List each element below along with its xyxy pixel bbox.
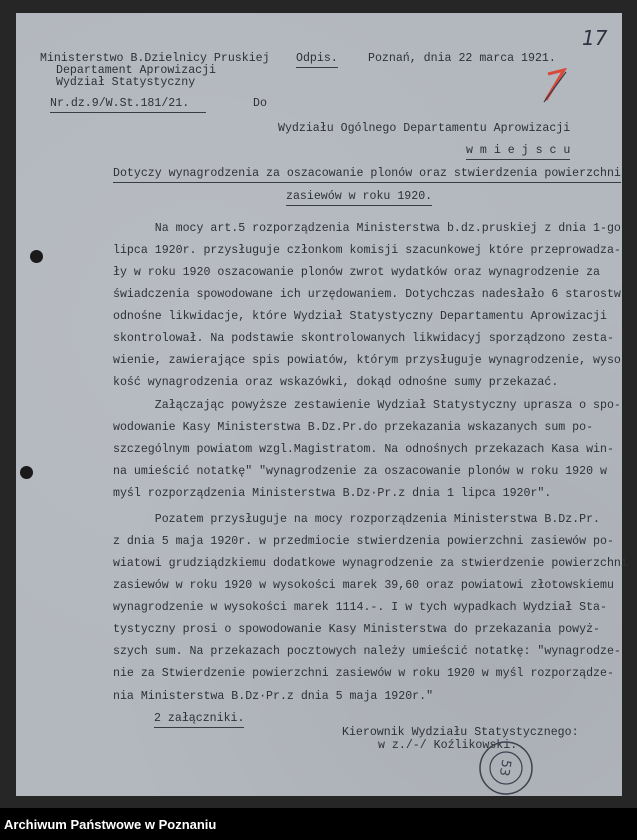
body-line: wienie, zawierające spis powiatów, którym przysługuje wynagrodzenie, wyso: [113, 354, 621, 367]
sender-department: Departament Aprowizacji: [56, 64, 217, 77]
body-line: na umieścić notatkę" "wynagrodzenie za oszacowanie plonów w roku 1920 w: [113, 465, 607, 478]
body-line: wynagrodzenie w wysokości marek 1114.-. I w tych wypadkach Wydział Sta-: [113, 601, 607, 614]
svg-text:53: 53: [495, 758, 514, 778]
body-line: świadczenia spowodowane ich urzędowaniem. Dotychczas nadesłało 6 starostw: [113, 288, 621, 301]
body-line: nie za Stwierdzenie powierzchni zasiewów w roku 1920 w myśl rozporządze-: [113, 667, 614, 680]
red-pencil-mark-icon: [540, 68, 570, 104]
recipient-location: w m i e j s c u: [466, 144, 570, 160]
body-line: myśl rozporządzenia Ministerstwa B.Dz·Pr.z dnia 1 lipca 1920r".: [113, 487, 552, 500]
body-line: ły w roku 1920 oszacowanie plonów zwrot wydatków oraz wynagrodzenie za: [113, 266, 601, 279]
body-line: lipca 1920r. przysługuje członkom komisji szacunkowej które przeprowadza-: [113, 244, 621, 257]
body-line: kość wynagrodzenia oraz wskazówki, dokąd odnośne sumy przekazać.: [113, 376, 559, 389]
body-line: wiatowi grudziądzkiemu dodatkowe wynagrodzenie za stwierdzenie powierzchni: [113, 557, 628, 570]
body-line: zasiewów w roku 1920 w wysokości marek 39,60 oraz powiatowi złotowskiemu: [113, 579, 614, 592]
archive-stamp-icon: [478, 740, 534, 796]
body-line: Załączając powyższe zestawienie Wydział Statystyczny uprasza o spo-: [113, 399, 621, 412]
subject-line-2: zasiewów w roku 1920.: [286, 190, 432, 206]
attachments-note: 2 załączniki.: [154, 712, 244, 728]
sender-division: Wydział Statystyczny: [56, 76, 196, 89]
signature-title: Kierownik Wydziału Statystycznego:: [342, 726, 579, 739]
place-date: Poznań, dnia 22 marca 1921.: [368, 52, 556, 65]
reference-number: Nr.dz.9/W.St.181/21.: [50, 97, 206, 113]
body-line: szych sum. Na przekazach pocztowych należy umieścić notatkę: "wynagrodze-: [113, 645, 621, 658]
subject-line-1: Dotyczy wynagrodzenia za oszacowanie plonów oraz stwierdzenia powierzchni: [113, 167, 621, 183]
recipient: Wydziału Ogólnego Departamentu Aprowizacji: [278, 122, 571, 135]
copy-label: Odpis.: [296, 52, 338, 68]
body-line: z dnia 5 maja 1920r. w przedmiocie stwierdzenia powierzchni zasiewów po-: [113, 535, 614, 548]
to-label: Do: [253, 97, 267, 110]
signature-name: w z./-/ Koźlikowski.: [378, 739, 518, 752]
archive-footer: [0, 808, 637, 840]
body-line: skontrolował. Na podstawie skontrolowanych likwidacyj sporządzono zesta-: [113, 332, 614, 345]
body-line: Pozatem przysługuje na mocy rozporządzenia Ministerstwa B.Dz.Pr.: [113, 513, 601, 526]
body-line: wodowanie Kasy Ministerstwa B.Dz.Pr.do przekazania wskazanych sum po-: [113, 421, 594, 434]
body-line: szczególnym powiatom wzgl.Magistratom. Na odnośnych przekazach Kasa win-: [113, 443, 614, 456]
punch-hole: [30, 250, 43, 263]
punch-hole: [20, 466, 33, 479]
body-line: Na mocy art.5 rozporządzenia Ministerstwa b.dz.pruskiej z dnia 1-go: [113, 222, 621, 235]
body-line: tystyczny prosi o spowodowanie Kasy Ministerstwa do przekazania powyż-: [113, 623, 601, 636]
body-line: odnośne likwidacje, które Wydział Statystyczny Departamentu Aprowizacji: [113, 310, 607, 323]
page-number: 17: [582, 26, 608, 50]
body-line: nia Ministerstwa B.Dz·Pr.z dnia 5 maja 1920r.": [113, 690, 434, 703]
archive-name: Archiwum Państwowe w Poznaniu: [4, 817, 217, 832]
sender-ministry: Ministerstwo B.Dzielnicy Pruskiej: [40, 52, 270, 65]
